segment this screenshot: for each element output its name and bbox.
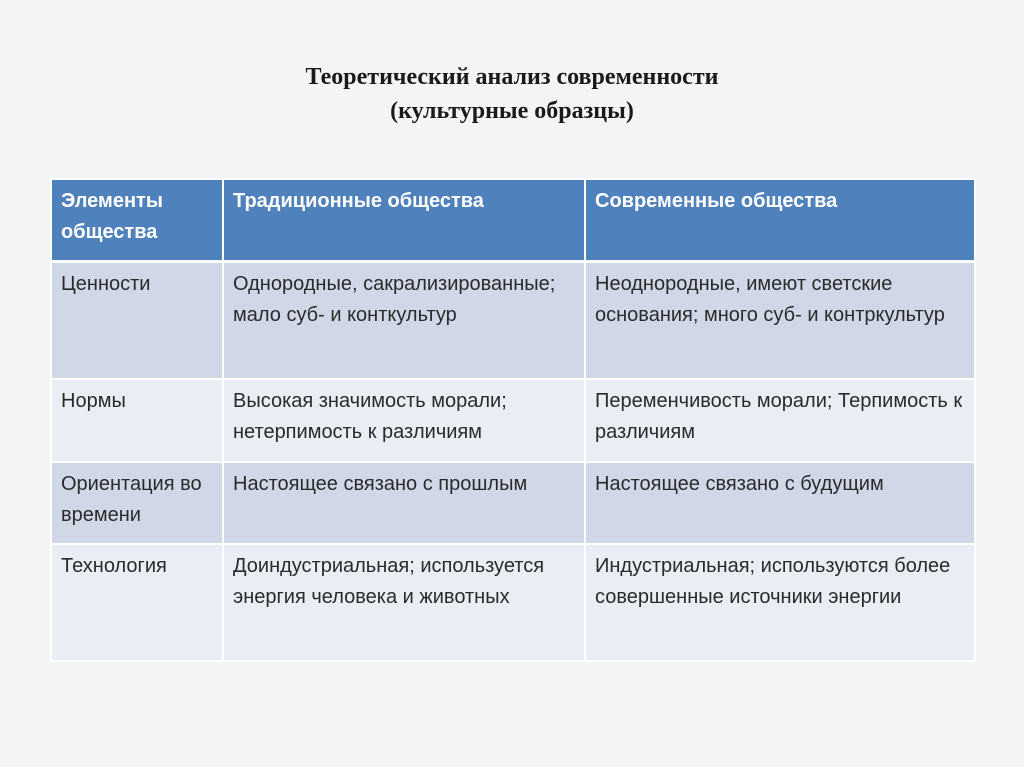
header-modern: Современные общества <box>585 179 975 262</box>
table-row <box>51 462 975 544</box>
modern-cell: Неоднородные, имеют светские основания; много суб- и контркультур <box>585 262 975 380</box>
traditional-cell: Высокая значимость морали; нетерпимость к различиям <box>223 379 585 462</box>
title-line-2: (культурные образцы) <box>390 98 634 124</box>
row-label: Ценности <box>51 262 223 380</box>
row-label: Технология <box>51 544 223 661</box>
table-header-row <box>51 179 975 262</box>
modern-cell: Индустриальная; используются более совершенные источники энергии <box>585 544 975 661</box>
table-row <box>51 544 975 661</box>
modern-cell: Переменчивость морали; Терпимость к различиям <box>585 379 975 462</box>
header-elements: Элементы общества <box>51 179 223 262</box>
modern-cell: Настоящее связано с будущим <box>585 462 975 544</box>
comparison-table <box>50 178 976 662</box>
title-line-1: Теоретический анализ современности <box>305 64 719 90</box>
table-row <box>51 262 975 380</box>
row-label: Ориентация во времени <box>51 462 223 544</box>
table-row <box>51 379 975 462</box>
slide-title <box>0 60 1024 128</box>
row-label: Нормы <box>51 379 223 462</box>
header-traditional: Традиционные общества <box>223 179 585 262</box>
traditional-cell: Настоящее связано с прошлым <box>223 462 585 544</box>
traditional-cell: Однородные, сакрализированные; мало суб- и конткультур <box>223 262 585 380</box>
traditional-cell: Доиндустриальная; используется энергия человека и животных <box>223 544 585 661</box>
